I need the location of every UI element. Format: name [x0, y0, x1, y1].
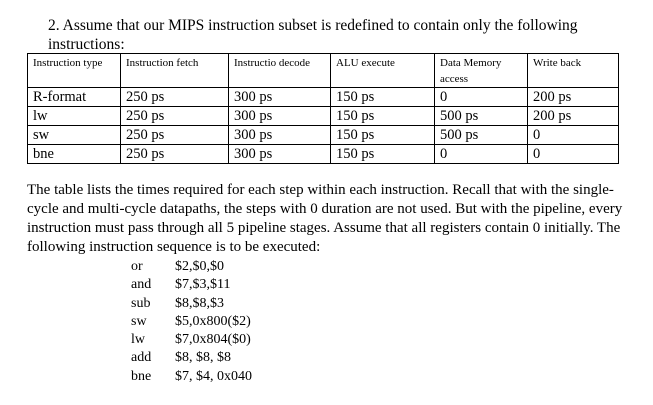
header-write-back: Write back [528, 54, 619, 88]
table-cell: bne [28, 145, 121, 164]
table-cell: 300 ps [229, 107, 331, 126]
header-instruction-decode: Instructio decode [229, 54, 331, 88]
table-cell: 0 [528, 126, 619, 145]
question-title: 2. Assume that our MIPS instruction subset is redefined to contain only the following instructions: [48, 17, 578, 53]
table-cell: 150 ps [331, 88, 435, 107]
table-cell: 500 ps [435, 126, 528, 145]
operands: $7,$3,$11 [175, 277, 231, 293]
table-row [28, 145, 619, 164]
header-instruction-fetch: Instruction fetch [121, 54, 229, 88]
instruction-sequence [131, 258, 252, 386]
table-cell: 250 ps [121, 88, 229, 107]
table-cell: 300 ps [229, 126, 331, 145]
code-line [131, 349, 252, 367]
table-cell: R-format [28, 88, 121, 107]
step-times-table [27, 53, 619, 164]
table-cell: 0 [528, 145, 619, 164]
table-cell: 500 ps [435, 107, 528, 126]
code-line [131, 368, 252, 386]
operands: $7, $4, 0x040 [175, 368, 252, 384]
code-line [131, 331, 252, 349]
table-row [28, 107, 619, 126]
table-cell: 200 ps [528, 107, 619, 126]
description-paragraph: The table lists the times required for each step within each instruction. Recall that with the single-cycle and multi-cycle datapaths, the steps with 0 duration are not used. But with the pipeline, every instruction must pass through all 5 pipeline stages. Assume that all registers contain 0 initially. The following instruction sequence is to be executed: [27, 182, 623, 255]
opcode: and [131, 277, 152, 293]
table-cell: 300 ps [229, 88, 331, 107]
operands: $5,0x800($2) [175, 313, 251, 329]
code-line [131, 295, 252, 313]
header-instruction-type: Instruction type [28, 54, 121, 88]
code-line [131, 276, 252, 294]
table-cell: 0 [435, 88, 528, 107]
opcode: sw [131, 313, 147, 329]
table-cell: 200 ps [528, 88, 619, 107]
opcode: sub [131, 295, 151, 311]
operands: $8, $8, $8 [175, 350, 231, 366]
table-row [28, 88, 619, 107]
table-cell: lw [28, 107, 121, 126]
opcode: add [131, 350, 152, 366]
table-row [28, 126, 619, 145]
table-cell: sw [28, 126, 121, 145]
table-cell: 0 [435, 145, 528, 164]
code-line [131, 313, 252, 331]
header-alu-execute: ALU execute [331, 54, 435, 88]
opcode: or [131, 259, 143, 274]
operands: $2,$0,$0 [175, 259, 224, 274]
header-data-memory-access: Data Memory access [435, 54, 528, 88]
table-cell: 150 ps [331, 107, 435, 126]
table-cell: 300 ps [229, 145, 331, 164]
table-cell: 250 ps [121, 107, 229, 126]
operands: $8,$8,$3 [175, 295, 224, 311]
table-cell: 250 ps [121, 126, 229, 145]
table-cell: 250 ps [121, 145, 229, 164]
operands: $7,0x804($0) [175, 332, 251, 348]
opcode: bne [131, 368, 152, 384]
table-cell: 150 ps [331, 145, 435, 164]
table-header-row [28, 54, 619, 88]
opcode: lw [131, 332, 145, 348]
code-line [131, 258, 252, 276]
table-cell: 150 ps [331, 126, 435, 145]
